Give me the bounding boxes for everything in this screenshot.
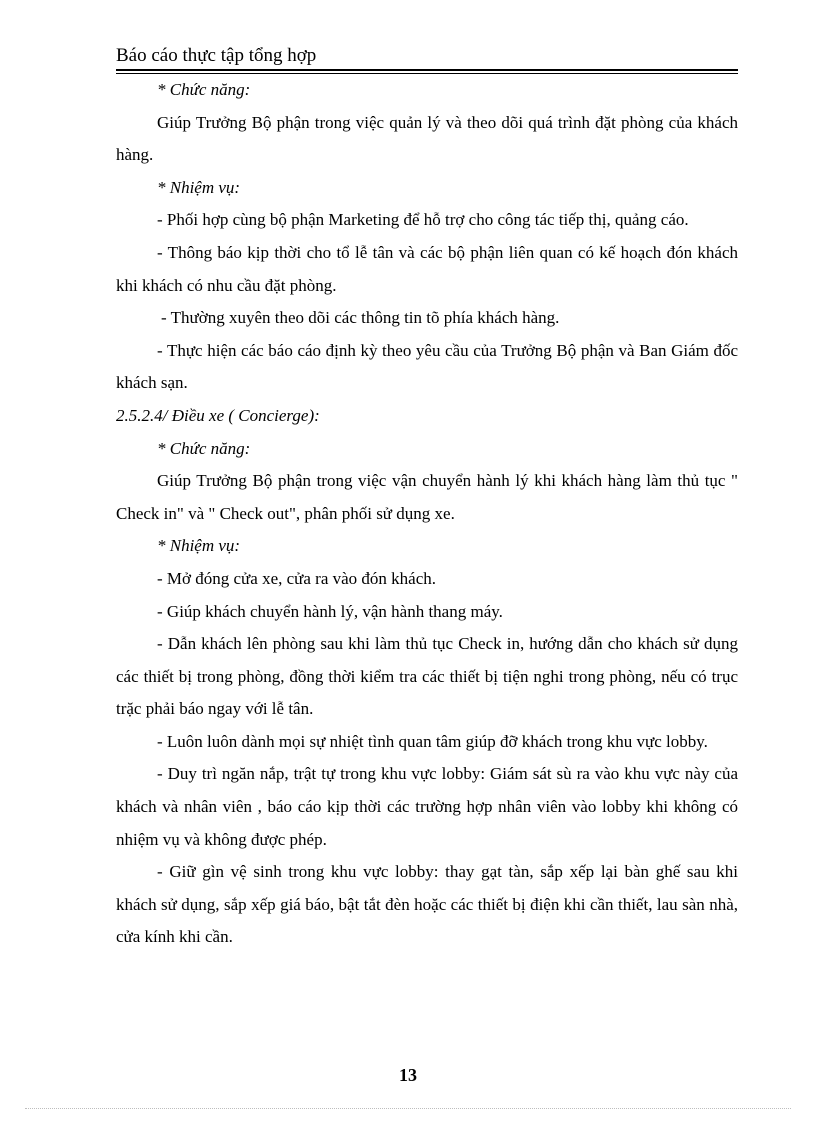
- list-item: - Thông báo kịp thời cho tổ lễ tân và các bộ phận liên quan có kế hoạch đón khách khi khách có nhu cầu đặt phòng.: [116, 242, 738, 295]
- duty-heading: * Nhiệm vụ:: [157, 177, 241, 197]
- list-item: - Luôn luôn dành mọi sự nhiệt tình quan tâm giúp đỡ khách trong khu vực lobby.: [157, 731, 708, 751]
- duty-heading: * Nhiệm vụ:: [157, 536, 241, 556]
- section-heading: 2.5.2.4/ Điều xe ( Concierge):: [116, 405, 320, 425]
- header-title: Báo cáo thực tập tổng hợp: [116, 45, 317, 66]
- list-item: - Thực hiện các báo cáo định kỳ theo yêu cầu của Trưởng Bộ phận và Ban Giám đốc khách sạn.: [116, 340, 738, 393]
- function-heading: * Chức năng:: [157, 80, 251, 99]
- function-heading: * Chức năng:: [157, 438, 251, 458]
- document-body: [116, 74, 738, 954]
- list-item: - Mở đóng cửa xe, cửa ra vào đón khách.: [157, 568, 437, 588]
- list-item: - Duy trì ngăn nắp, trật tự trong khu vực lobby: Giám sát sù ra vào khu vực này của khách và nhân viên , báo cáo kịp thời các trường hợp nhân viên vào lobby khi không có nhiệm vụ và không được phép.: [116, 764, 738, 849]
- list-item: - Phối hợp cùng bộ phận Marketing để hỗ trợ cho công tác tiếp thị, quảng cáo.: [157, 210, 689, 230]
- list-item: - Giúp khách chuyển hành lý, vận hành thang máy.: [157, 601, 503, 621]
- page-header: [116, 44, 738, 74]
- page-bottom-border: [25, 1108, 791, 1109]
- list-item: - Dẫn khách lên phòng sau khi làm thủ tục Check in, hướng dẫn cho khách sử dụng các thiết bị trong phòng, đồng thời kiểm tra các thiết bị tiện nghi trong phòng, nếu có trục trặc phải báo ngay với lễ tân.: [116, 634, 738, 719]
- paragraph: Giúp Trưởng Bộ phận trong việc vận chuyển hành lý khi khách hàng làm thủ tục " Check in" và " Check out", phân phối sử dụng xe.: [116, 471, 738, 523]
- paragraph: Giúp Trưởng Bộ phận trong việc quản lý và theo dõi quá trình đặt phòng của khách hàng.: [116, 112, 738, 165]
- list-item: - Thường xuyên theo dõi các thông tin tõ phía khách hàng.: [161, 308, 560, 328]
- list-item: - Giữ gìn vệ sinh trong khu vực lobby: thay gạt tàn, sắp xếp lại bàn ghế sau khi khách sử dụng, sắp xếp giá báo, bật tắt đèn hoặc các thiết bị điện khi cần thiết, lau sàn nhà, cửa kính khi cần.: [116, 862, 738, 947]
- page-number: 13: [399, 1065, 417, 1085]
